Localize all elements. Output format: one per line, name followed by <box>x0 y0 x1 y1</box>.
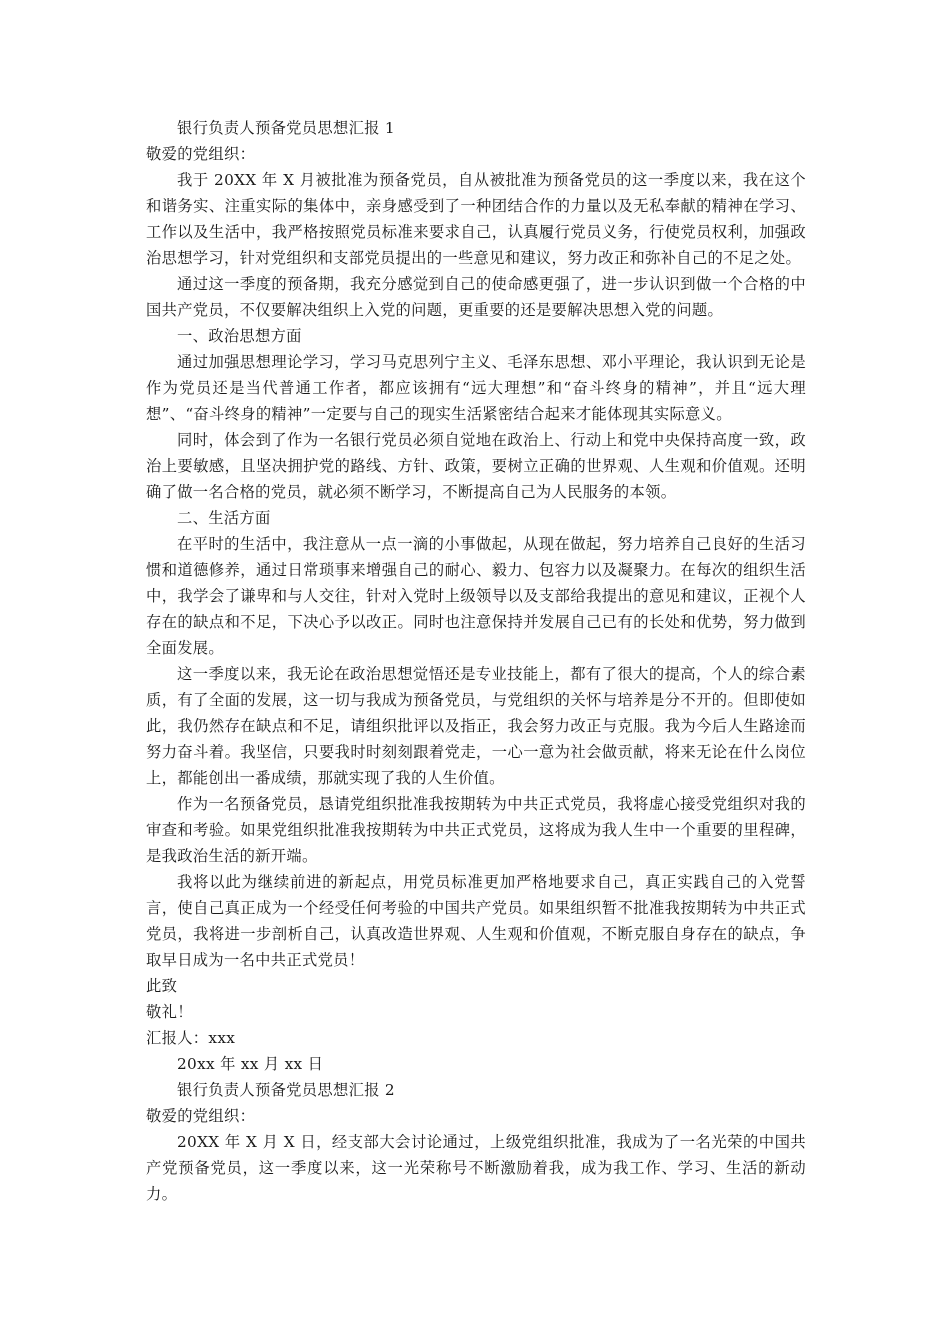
document-page <box>146 115 806 1207</box>
paragraph: 通过加强思想理论学习，学习马克思列宁主义、毛泽东思想、邓小平理论，我认识到无论是作为党员还是当代普通工作者，都应该拥有“远大理想”和“奋斗终身的精神”，并且“远大理想”、“奋斗终身的精神”一定要与自己的现实生活紧密结合起来才能体现其实际意义。 <box>146 353 806 423</box>
paragraph: 我于 20XX 年 X 月被批准为预备党员，自从被批准为预备党员的这一季度以来，我在这个和谐务实、注重实际的集体中，亲身感受到了一种团结合作的力量以及无私奉献的精神在学习、工作以及生活中，我严格按照党员标准来要求自己，认真履行党员义务，行使党员权利，加强政治思想学习，针对党组织和支部党员提出的一些意见和建议，努力改正和弥补自己的不足之处。 <box>146 171 806 267</box>
report2-title: 银行负责人预备党员思想汇报 2 <box>177 1081 395 1099</box>
salute: 敬礼！ <box>146 1003 193 1021</box>
report2-salutation: 敬爱的党组织： <box>146 1107 256 1125</box>
section1-heading: 一、政治思想方面 <box>177 327 302 345</box>
closing: 此致 <box>146 977 178 995</box>
paragraph: 20XX 年 X 月 X 日，经支部大会讨论通过，上级党组织批准，我成为了一名光荣的中国共产党预备党员，这一季度以来，这一光荣称号不断激励着我，成为我工作、学习、生活的新动力。 <box>146 1133 806 1203</box>
paragraph: 作为一名预备党员，恳请党组织批准我按期转为中共正式党员，我将虚心接受党组织对我的审查和考验。如果党组织批准我按期转为中共正式党员，这将成为我人生中一个重要的里程碑，是我政治生活的新开端。 <box>146 795 806 865</box>
paragraph: 在平时的生活中，我注意从一点一滴的小事做起，从现在做起，努力培养自己良好的生活习惯和道德修养，通过日常琐事来增强自己的耐心、毅力、包容力以及凝聚力。在每次的组织生活中，我学会了谦卑和与人交往，针对入党时上级领导以及支部给我提出的意见和建议，正视个人存在的缺点和不足，下决心予以改正。同时也注意保持并发展自己已有的长处和优势，努力做到全面发展。 <box>146 535 806 657</box>
report1-salutation: 敬爱的党组织： <box>146 145 256 163</box>
paragraph: 这一季度以来，我无论在政治思想觉悟还是专业技能上，都有了很大的提高，个人的综合素质，有了全面的发展，这一切与我成为预备党员，与党组织的关怀与培养是分不开的。但即使如此，我仍然存在缺点和不足，请组织批评以及指正，我会努力改正与克服。我为今后人生路途而努力奋斗着。我坚信，只要我时时刻刻跟着党走，一心一意为社会做贡献，将来无论在什么岗位上，都能创出一番成绩，那就实现了我的人生价值。 <box>146 665 806 787</box>
report-date: 20xx 年 xx 月 xx 日 <box>177 1055 324 1073</box>
report1-title: 银行负责人预备党员思想汇报 1 <box>177 119 395 137</box>
paragraph: 同时，体会到了作为一名银行党员必须自觉地在政治上、行动上和党中央保持高度一致，政治上要敏感，且坚决拥护党的路线、方针、政策，要树立正确的世界观、人生观和价值观。还明确了做一名合格的党员，就必须不断学习，不断提高自己为人民服务的本领。 <box>146 431 806 501</box>
section2-heading: 二、生活方面 <box>177 509 271 527</box>
reporter: 汇报人：xxx <box>146 1029 236 1047</box>
paragraph: 我将以此为继续前进的新起点，用党员标准更加严格地要求自己，真正实践自己的入党誓言，使自己真正成为一个经受任何考验的中国共产党员。如果组织暂不批准我按期转为中共正式党员，我将进一步剖析自己，认真改造世界观、人生观和价值观，不断克服自身存在的缺点，争取早日成为一名中共正式党员！ <box>146 873 806 969</box>
paragraph: 通过这一季度的预备期，我充分感觉到自己的使命感更强了，进一步认识到做一个合格的中国共产党员，不仅要解决组织上入党的问题，更重要的还是要解决思想入党的问题。 <box>146 275 806 319</box>
